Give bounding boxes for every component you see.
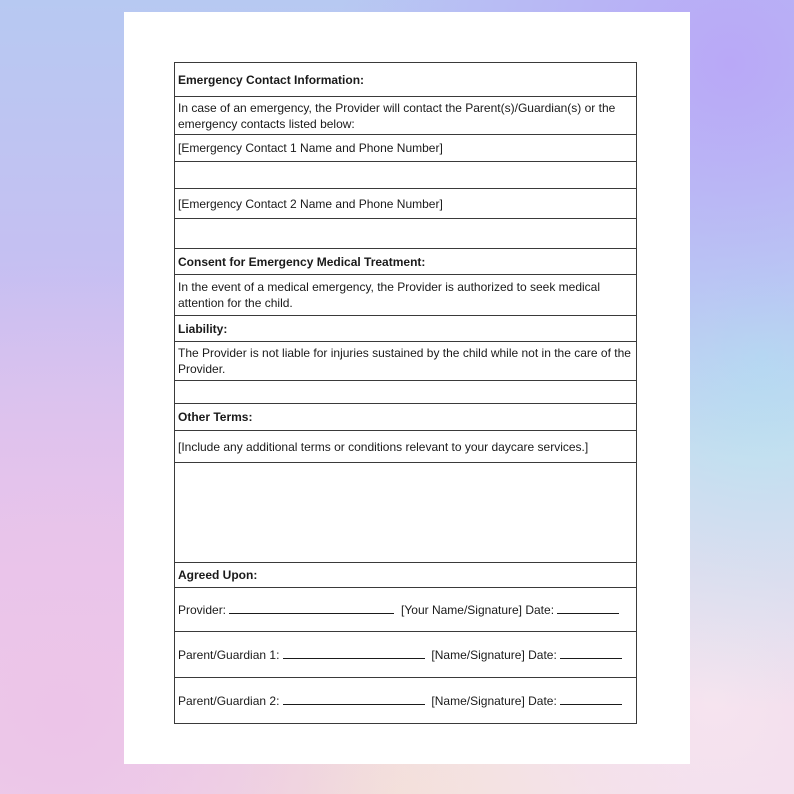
table-row bbox=[175, 219, 637, 249]
table-row bbox=[175, 342, 637, 381]
liability-heading: Liability: bbox=[175, 316, 637, 342]
parent-1-signature-row bbox=[175, 632, 637, 678]
liability-text: The Provider is not liable for injuries sustained by the child while not in the care of the Provider. bbox=[175, 342, 637, 381]
table-row bbox=[175, 135, 637, 162]
parent-1-label: Parent/Guardian 1: bbox=[178, 647, 280, 662]
consent-text: In the event of a medical emergency, the Provider is authorized to seek medical attention for the child. bbox=[175, 275, 637, 316]
emergency-contact-1-blank[interactable] bbox=[175, 162, 637, 189]
parent-1-signature-line[interactable] bbox=[283, 648, 425, 659]
table-row bbox=[175, 275, 637, 316]
provider-signature-row bbox=[175, 588, 637, 632]
parent-2-signature-row bbox=[175, 678, 637, 724]
table-row bbox=[175, 588, 637, 632]
parent-2-signature-line[interactable] bbox=[283, 694, 425, 705]
provider-signature-line[interactable] bbox=[229, 603, 394, 614]
table-row bbox=[175, 162, 637, 189]
table-row bbox=[175, 463, 637, 563]
emergency-contact-2-blank[interactable] bbox=[175, 219, 637, 249]
table-row bbox=[175, 632, 637, 678]
parent-2-label: Parent/Guardian 2: bbox=[178, 693, 280, 708]
table-row bbox=[175, 563, 637, 588]
table-row bbox=[175, 404, 637, 431]
other-terms-text: [Include any additional terms or conditions relevant to your daycare services.] bbox=[175, 431, 637, 463]
table-row bbox=[175, 97, 637, 135]
table-row bbox=[175, 249, 637, 275]
table-row bbox=[175, 678, 637, 724]
parent-1-date-line[interactable] bbox=[560, 648, 622, 659]
agreement-form-table bbox=[174, 62, 637, 724]
emergency-contact-1[interactable]: [Emergency Contact 1 Name and Phone Number] bbox=[175, 135, 637, 162]
emergency-contact-heading: Emergency Contact Information: bbox=[175, 63, 637, 97]
table-row bbox=[175, 316, 637, 342]
emergency-contact-2[interactable]: [Emergency Contact 2 Name and Phone Number] bbox=[175, 189, 637, 219]
table-row bbox=[175, 63, 637, 97]
table-row bbox=[175, 431, 637, 463]
other-terms-heading: Other Terms: bbox=[175, 404, 637, 431]
liability-blank[interactable] bbox=[175, 381, 637, 404]
parent-2-signature-suffix: [Name/Signature] Date: bbox=[431, 693, 557, 708]
table-row bbox=[175, 381, 637, 404]
parent-2-date-line[interactable] bbox=[560, 694, 622, 705]
consent-heading: Consent for Emergency Medical Treatment: bbox=[175, 249, 637, 275]
parent-1-signature-suffix: [Name/Signature] Date: bbox=[431, 647, 557, 662]
agreed-upon-heading: Agreed Upon: bbox=[175, 563, 637, 588]
table-row bbox=[175, 189, 637, 219]
provider-label: Provider: bbox=[178, 602, 227, 617]
emergency-contact-intro: In case of an emergency, the Provider will contact the Parent(s)/Guardian(s) or the emergency contacts listed below: bbox=[175, 97, 637, 135]
provider-signature-suffix: [Your Name/Signature] Date: bbox=[401, 602, 555, 617]
other-terms-blank-area[interactable] bbox=[175, 463, 637, 563]
provider-date-line[interactable] bbox=[557, 603, 619, 614]
